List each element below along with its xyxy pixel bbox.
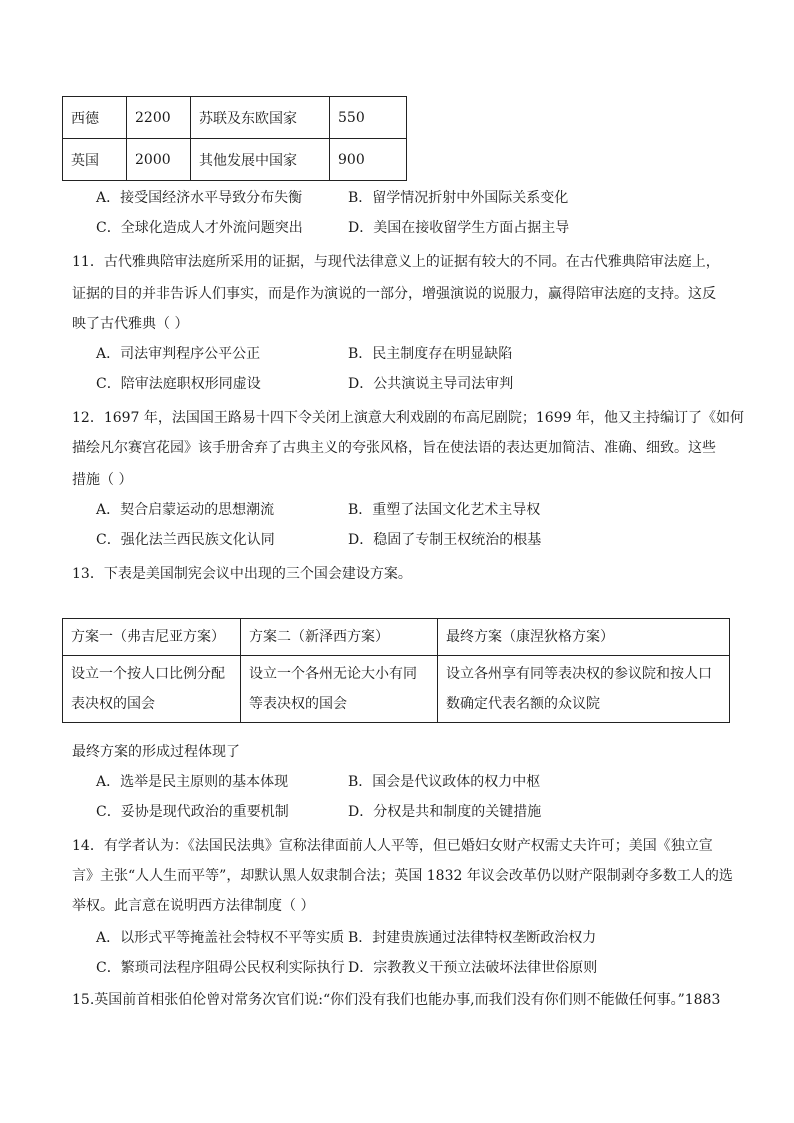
q11-option-a: A．司法审判程序公平公正 [96, 346, 261, 362]
q13-option-c: C．妥协是现代政治的重要机制 [96, 804, 289, 820]
q13-option-a: A．选举是民主原则的基本体现 [96, 774, 289, 790]
table-cell: 550 [330, 97, 407, 139]
q11-option-d: D．公共演说主导司法审判 [348, 376, 514, 392]
table-cell: 2200 [127, 97, 191, 139]
q12-option-a: A．契合启蒙运动的思想潮流 [96, 502, 275, 518]
q10-option-b: B．留学情况折射中外国际关系变化 [348, 190, 569, 206]
data-table-top [62, 96, 407, 181]
q11-stem-line1: 11．古代雅典陪审法庭所采用的证据，与现代法律意义上的证据有较大的不同。在古代雅典陪审法庭上， [72, 254, 720, 270]
table-cell: 英国 [63, 139, 127, 181]
q11-stem-line3: 映了古代雅典（ ） [72, 316, 189, 332]
table-header-cell: 方案二（新泽西方案） [241, 619, 438, 656]
table-cell: 西德 [63, 97, 127, 139]
table-row [63, 97, 407, 139]
q12-option-b: B．重塑了法国文化艺术主导权 [348, 502, 541, 518]
table-cell: 苏联及东欧国家 [191, 97, 330, 139]
table-row [63, 139, 407, 181]
q12-stem-line1: 12．1697 年，法国国王路易十四下令关闭上演意大利戏剧的布高尼剧院；1699 年，他又主持编订了《如何 [72, 410, 744, 426]
q11-option-b: B．民主制度存在明显缺陷 [348, 346, 513, 362]
q14-stem-line2: 言》主张“人人生而平等”，却默认黑人奴隶制合法；英国 1832 年议会改革仍以财产限制剥夺多数工人的选 [72, 868, 733, 884]
cell-line: 设立各州享有同等表决权的参议院和按人口 [446, 666, 712, 682]
q14-option-a: A．以形式平等掩盖社会特权不平等实质 [96, 930, 345, 946]
q14-option-c: C．繁琐司法程序阻碍公民权利实际执行 [96, 960, 345, 976]
q13-stem: 13．下表是美国制宪会议中出现的三个国会建设方案。 [72, 566, 412, 582]
table-cell: 900 [330, 139, 407, 181]
cell-line: 设立一个各州无论大小有同 [249, 666, 417, 682]
cell-line: 等表决权的国会 [249, 696, 347, 712]
q11-option-c: C．陪审法庭职权形同虚设 [96, 376, 261, 392]
table-cell [241, 656, 438, 723]
table-header-cell: 方案一（弗吉尼亚方案） [63, 619, 241, 656]
q14-stem-line3: 举权。此言意在说明西方法律制度（ ） [72, 898, 315, 914]
table-row [63, 656, 730, 723]
table-header-row [63, 619, 730, 656]
q10-option-c: C．全球化造成人才外流问题突出 [96, 220, 303, 236]
q12-stem-line2: 描绘凡尔赛宫花园》该手册舍弃了古典主义的夸张风格，旨在使法语的表达更加简洁、准确、细致。这些 [72, 440, 716, 456]
cell-line: 设立一个按人口比例分配 [71, 666, 225, 682]
cell-line: 数确定代表名额的众议院 [446, 696, 600, 712]
q10-option-d: D．美国在接收留学生方面占据主导 [348, 220, 570, 236]
table-cell [438, 656, 730, 723]
table-cell: 其他发展中国家 [191, 139, 330, 181]
q12-option-d: D．稳固了专制王权统治的根基 [348, 532, 542, 548]
q12-stem-line3: 措施（ ） [72, 472, 133, 488]
table-cell: 2000 [127, 139, 191, 181]
q13-after-table: 最终方案的形成过程体现了 [72, 744, 240, 760]
q15-stem-line1: 15.英国前首相张伯伦曾对常务次官们说:“你们没有我们也能办事,而我们没有你们则不能做任何事。”1883 [72, 992, 721, 1008]
q13-option-d: D．分权是共和制度的关键措施 [348, 804, 542, 820]
q12-option-c: C．强化法兰西民族文化认同 [96, 532, 275, 548]
congress-plans-table [62, 618, 730, 723]
q14-option-d: D．宗教教义干预立法破坏法律世俗原则 [348, 960, 598, 976]
q10-option-a: A．接受国经济水平导致分布失衡 [96, 190, 303, 206]
table-header-cell: 最终方案（康涅狄格方案） [438, 619, 730, 656]
cell-line: 表决权的国会 [71, 696, 155, 712]
q11-stem-line2: 证据的目的并非告诉人们事实，而是作为演说的一部分，增强演说的说服力，赢得陪审法庭的支持。这反 [72, 286, 716, 302]
q14-stem-line1: 14．有学者认为：《法国民法典》宣称法律面前人人平等，但已婚妇女财产权需丈夫许可；美国《独立宣 [72, 838, 713, 854]
table-cell [63, 656, 241, 723]
q14-option-b: B．封建贵族通过法律特权垄断政治权力 [348, 930, 597, 946]
q13-option-b: B．国会是代议政体的权力中枢 [348, 774, 541, 790]
